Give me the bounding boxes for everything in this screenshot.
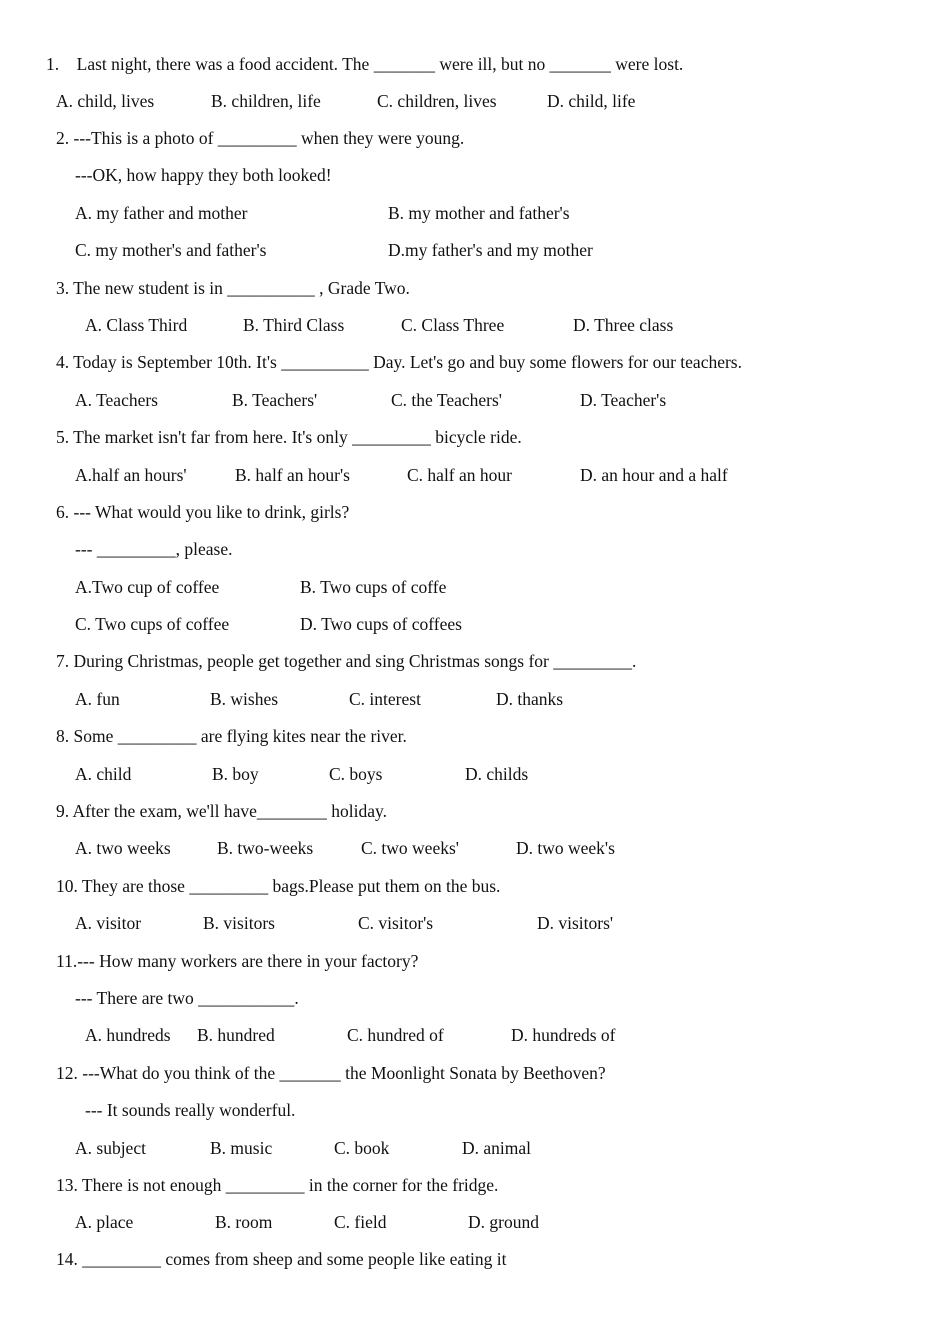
- question-6-option-a: A.Two cup of coffee: [75, 577, 220, 597]
- question-10-option-a: A. visitor: [75, 913, 142, 933]
- question-6-reply: --- _________, please.: [75, 539, 233, 559]
- question-2-option-d: D.my father's and my mother: [388, 240, 593, 260]
- question-11-reply: --- There are two ___________.: [75, 988, 299, 1008]
- question-10-stem: 10. They are those _________ bags.Please put them on the bus.: [56, 876, 501, 896]
- question-8-option-b: B. boy: [212, 764, 259, 784]
- question-3-option-c: C. Class Three: [401, 315, 505, 335]
- question-6-stem: 6. --- What would you like to drink, girls?: [56, 502, 350, 522]
- question-6-option-d: D. Two cups of coffees: [300, 614, 462, 634]
- question-13-stem: 13. There is not enough _________ in the corner for the fridge.: [56, 1175, 499, 1195]
- question-9-option-d: D. two week's: [516, 838, 615, 858]
- question-10-option-d: D. visitors': [537, 913, 614, 933]
- question-7-option-a: A. fun: [75, 689, 120, 709]
- question-11-option-b: B. hundred: [197, 1025, 275, 1045]
- question-2-stem: 2. ---This is a photo of _________ when they were young.: [56, 128, 465, 148]
- question-13-option-b: B. room: [215, 1212, 273, 1232]
- question-3-option-b: B. Third Class: [243, 315, 345, 335]
- question-12-option-c: C. book: [334, 1138, 390, 1158]
- question-6-option-b: B. Two cups of coffe: [300, 577, 447, 597]
- question-4-option-d: D. Teacher's: [580, 390, 667, 410]
- question-4-option-c: C. the Teachers': [391, 390, 502, 410]
- question-2-option-c: C. my mother's and father's: [75, 240, 267, 260]
- question-9-option-b: B. two-weeks: [217, 838, 314, 858]
- question-10-option-b: B. visitors: [203, 913, 275, 933]
- question-3-option-d: D. Three class: [573, 315, 674, 335]
- question-10-option-c: C. visitor's: [358, 913, 434, 933]
- question-4-option-a: A. Teachers: [75, 390, 158, 410]
- question-11-stem: 11.--- How many workers are there in your factory?: [56, 951, 419, 971]
- question-13-option-c: C. field: [334, 1212, 387, 1232]
- question-4-stem: 4. Today is September 10th. It's __________ Day. Let's go and buy some flowers for our teachers.: [56, 352, 742, 372]
- question-12-option-b: B. music: [210, 1138, 273, 1158]
- question-1-option-a: A. child, lives: [56, 91, 155, 111]
- question-8-option-c: C. boys: [329, 764, 383, 784]
- question-11-option-c: C. hundred of: [347, 1025, 444, 1045]
- question-1-option-d: D. child, life: [547, 91, 636, 111]
- question-5-option-d: D. an hour and a half: [580, 465, 728, 485]
- question-9-option-c: C. two weeks': [361, 838, 459, 858]
- question-4-option-b: B. Teachers': [232, 390, 318, 410]
- question-8-option-d: D. childs: [465, 764, 529, 784]
- question-5-option-c: C. half an hour: [407, 465, 512, 485]
- question-5-option-b: B. half an hour's: [235, 465, 350, 485]
- question-8-stem: 8. Some _________ are flying kites near the river.: [56, 726, 407, 746]
- question-12-stem: 12. ---What do you think of the _______ the Moonlight Sonata by Beethoven?: [56, 1063, 606, 1083]
- question-7-option-d: D. thanks: [496, 689, 564, 709]
- question-13-option-d: D. ground: [468, 1212, 539, 1232]
- question-11-option-d: D. hundreds of: [511, 1025, 616, 1045]
- question-7-stem: 7. During Christmas, people get together and sing Christmas songs for _________.: [56, 651, 637, 671]
- question-2-option-b: B. my mother and father's: [388, 203, 570, 223]
- question-12-option-a: A. subject: [75, 1138, 146, 1158]
- question-1-option-c: C. children, lives: [377, 91, 497, 111]
- question-13-option-a: A. place: [75, 1212, 134, 1232]
- question-14-stem: 14. _________ comes from sheep and some people like eating it: [56, 1249, 507, 1269]
- question-2-reply: ---OK, how happy they both looked!: [75, 165, 332, 185]
- question-3-stem: 3. The new student is in __________ , Grade Two.: [56, 278, 410, 298]
- question-9-stem: 9. After the exam, we'll have________ holiday.: [56, 801, 388, 821]
- question-5-stem: 5. The market isn't far from here. It's only _________ bicycle ride.: [56, 427, 522, 447]
- question-5-option-a: A.half an hours': [75, 465, 187, 485]
- question-11-option-a: A. hundreds: [85, 1025, 171, 1045]
- question-7-option-c: C. interest: [349, 689, 421, 709]
- question-12-option-d: D. animal: [462, 1138, 532, 1158]
- question-2-option-a: A. my father and mother: [75, 203, 248, 223]
- question-8-option-a: A. child: [75, 764, 132, 784]
- question-6-option-c: C. Two cups of coffee: [75, 614, 230, 634]
- question-9-option-a: A. two weeks: [75, 838, 171, 858]
- question-7-option-b: B. wishes: [210, 689, 279, 709]
- question-1-stem: 1. Last night, there was a food accident. The _______ were ill, but no _______ were lost.: [46, 54, 684, 74]
- question-12-reply: --- It sounds really wonderful.: [85, 1100, 296, 1120]
- question-3-option-a: A. Class Third: [85, 315, 188, 335]
- question-1-option-b: B. children, life: [211, 91, 321, 111]
